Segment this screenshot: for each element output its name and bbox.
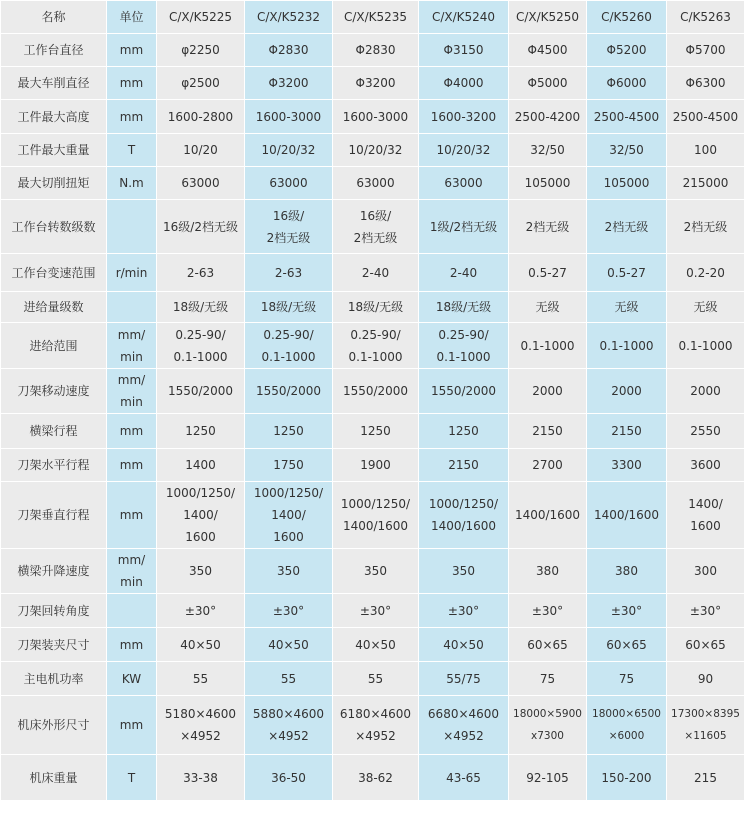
value-cell: 1400: [157, 449, 245, 482]
table-row: [1, 482, 744, 549]
unit-cell: [107, 292, 157, 323]
unit-cell: mm: [107, 100, 157, 134]
value-cell: 350: [245, 549, 333, 594]
row-label-cell: 工件最大高度: [1, 100, 107, 134]
value-cell: 1400/1600: [509, 482, 587, 549]
row-label-cell: 进给范围: [1, 323, 107, 369]
value-cell: Φ2830: [333, 34, 419, 67]
value-cell: 380: [587, 549, 667, 594]
value-cell: 0.5-27: [587, 254, 667, 292]
value-cell: 2500-4500: [587, 100, 667, 134]
value-cell: 105000: [587, 167, 667, 200]
value-cell: 1250: [157, 414, 245, 449]
value-cell: 40×50: [419, 628, 509, 662]
value-cell: 2档无级: [509, 200, 587, 254]
value-cell: 63000: [333, 167, 419, 200]
value-cell: ±30°: [419, 594, 509, 628]
value-cell: ±30°: [245, 594, 333, 628]
value-cell: 2150: [419, 449, 509, 482]
header-cell: C/X/K5232: [245, 1, 333, 34]
value-cell: 2档无级: [667, 200, 744, 254]
value-cell: 1550/2000: [245, 369, 333, 414]
value-cell: 60×65: [587, 628, 667, 662]
value-cell: Φ6000: [587, 67, 667, 100]
value-cell: 1550/2000: [333, 369, 419, 414]
value-cell: 5180×4600 ×4952: [157, 696, 245, 755]
value-cell: 55: [157, 662, 245, 696]
value-cell: 3600: [667, 449, 744, 482]
value-cell: Φ3150: [419, 34, 509, 67]
row-label-cell: 工件最大重量: [1, 134, 107, 167]
table-row: [1, 662, 744, 696]
value-cell: 无级: [587, 292, 667, 323]
value-cell: 2-63: [157, 254, 245, 292]
value-cell: 0.1-1000: [509, 323, 587, 369]
row-label-cell: 最大车削直径: [1, 67, 107, 100]
value-cell: 55: [245, 662, 333, 696]
unit-cell: T: [107, 134, 157, 167]
value-cell: 1600-3000: [245, 100, 333, 134]
value-cell: 92-105: [509, 755, 587, 801]
row-label-cell: 进给量级数: [1, 292, 107, 323]
header-cell: C/X/K5250: [509, 1, 587, 34]
value-cell: 无级: [667, 292, 744, 323]
value-cell: 1750: [245, 449, 333, 482]
value-cell: 0.5-27: [509, 254, 587, 292]
value-cell: ±30°: [587, 594, 667, 628]
value-cell: 60×65: [509, 628, 587, 662]
value-cell: Φ3200: [333, 67, 419, 100]
value-cell: 2150: [587, 414, 667, 449]
unit-cell: mm: [107, 67, 157, 100]
value-cell: 1600-2800: [157, 100, 245, 134]
row-label-cell: 工作台直径: [1, 34, 107, 67]
value-cell: 2000: [667, 369, 744, 414]
value-cell: 150-200: [587, 755, 667, 801]
value-cell: 1250: [333, 414, 419, 449]
value-cell: 16级/ 2档无级: [333, 200, 419, 254]
value-cell: φ2250: [157, 34, 245, 67]
value-cell: 2000: [587, 369, 667, 414]
table-row: [1, 323, 744, 369]
unit-cell: mm/ min: [107, 369, 157, 414]
value-cell: 1400/1600: [587, 482, 667, 549]
value-cell: ±30°: [667, 594, 744, 628]
value-cell: 0.25-90/ 0.1-1000: [333, 323, 419, 369]
header-cell: C/K5260: [587, 1, 667, 34]
unit-cell: N.m: [107, 167, 157, 200]
value-cell: 300: [667, 549, 744, 594]
header-cell: 单位: [107, 1, 157, 34]
value-cell: 100: [667, 134, 744, 167]
value-cell: Φ2830: [245, 34, 333, 67]
unit-cell: T: [107, 755, 157, 801]
unit-cell: mm: [107, 628, 157, 662]
row-label-cell: 横梁行程: [1, 414, 107, 449]
header-cell: C/X/K5235: [333, 1, 419, 34]
value-cell: 10/20: [157, 134, 245, 167]
value-cell: ±30°: [333, 594, 419, 628]
value-cell: 36-50: [245, 755, 333, 801]
value-cell: 1级/2档无级: [419, 200, 509, 254]
value-cell: 18级/无级: [157, 292, 245, 323]
value-cell: 90: [667, 662, 744, 696]
unit-cell: KW: [107, 662, 157, 696]
table-row: [1, 549, 744, 594]
row-label-cell: 刀架水平行程: [1, 449, 107, 482]
table-row: [1, 200, 744, 254]
value-cell: Φ5700: [667, 34, 744, 67]
value-cell: 2-40: [419, 254, 509, 292]
row-label-cell: 最大切削扭矩: [1, 167, 107, 200]
value-cell: 63000: [245, 167, 333, 200]
value-cell: 1250: [245, 414, 333, 449]
value-cell: 16级/ 2档无级: [245, 200, 333, 254]
value-cell: 1400/ 1600: [667, 482, 744, 549]
value-cell: φ2500: [157, 67, 245, 100]
value-cell: 0.1-1000: [587, 323, 667, 369]
value-cell: 5880×4600 ×4952: [245, 696, 333, 755]
value-cell: 55/75: [419, 662, 509, 696]
table-row: [1, 34, 744, 67]
value-cell: 75: [587, 662, 667, 696]
value-cell: 1550/2000: [419, 369, 509, 414]
value-cell: 10/20/32: [333, 134, 419, 167]
row-label-cell: 工作台转数级数: [1, 200, 107, 254]
row-label-cell: 机床重量: [1, 755, 107, 801]
value-cell: 0.2-20: [667, 254, 744, 292]
value-cell: 1900: [333, 449, 419, 482]
value-cell: 1600-3000: [333, 100, 419, 134]
row-label-cell: 刀架垂直行程: [1, 482, 107, 549]
value-cell: 1000/1250/ 1400/1600: [333, 482, 419, 549]
value-cell: ±30°: [509, 594, 587, 628]
header-cell: 名称: [1, 1, 107, 34]
header-cell: C/X/K5225: [157, 1, 245, 34]
value-cell: Φ6300: [667, 67, 744, 100]
unit-cell: r/min: [107, 254, 157, 292]
value-cell: 75: [509, 662, 587, 696]
value-cell: 105000: [509, 167, 587, 200]
unit-cell: [107, 200, 157, 254]
value-cell: 33-38: [157, 755, 245, 801]
value-cell: 40×50: [333, 628, 419, 662]
value-cell: ±30°: [157, 594, 245, 628]
table-row: [1, 254, 744, 292]
table-row: [1, 628, 744, 662]
value-cell: 2700: [509, 449, 587, 482]
table-row: [1, 167, 744, 200]
value-cell: 215: [667, 755, 744, 801]
value-cell: 0.25-90/ 0.1-1000: [245, 323, 333, 369]
unit-cell: mm/ min: [107, 549, 157, 594]
value-cell: 55: [333, 662, 419, 696]
unit-cell: [107, 594, 157, 628]
value-cell: 2550: [667, 414, 744, 449]
value-cell: 40×50: [245, 628, 333, 662]
value-cell: 1000/1250/ 1400/ 1600: [245, 482, 333, 549]
value-cell: 1250: [419, 414, 509, 449]
row-label-cell: 刀架回转角度: [1, 594, 107, 628]
value-cell: 1000/1250/ 1400/ 1600: [157, 482, 245, 549]
value-cell: 18级/无级: [245, 292, 333, 323]
value-cell: 40×50: [157, 628, 245, 662]
value-cell: 350: [333, 549, 419, 594]
table-row: [1, 134, 744, 167]
table-row: [1, 369, 744, 414]
table-row: [1, 292, 744, 323]
row-label-cell: 机床外形尺寸: [1, 696, 107, 755]
table-row: [1, 100, 744, 134]
unit-cell: mm: [107, 482, 157, 549]
value-cell: 18级/无级: [419, 292, 509, 323]
value-cell: 3300: [587, 449, 667, 482]
value-cell: 0.25-90/ 0.1-1000: [157, 323, 245, 369]
unit-cell: mm: [107, 449, 157, 482]
value-cell: 6680×4600 ×4952: [419, 696, 509, 755]
header-cell: C/X/K5240: [419, 1, 509, 34]
value-cell: 32/50: [587, 134, 667, 167]
value-cell: 63000: [419, 167, 509, 200]
unit-cell: mm: [107, 696, 157, 755]
value-cell: 2-40: [333, 254, 419, 292]
value-cell: 16级/2档无级: [157, 200, 245, 254]
row-label-cell: 工作台变速范围: [1, 254, 107, 292]
table-row: [1, 67, 744, 100]
value-cell: 60×65: [667, 628, 744, 662]
value-cell: 17300×8395 ×11605: [667, 696, 744, 755]
value-cell: 1600-3200: [419, 100, 509, 134]
value-cell: 32/50: [509, 134, 587, 167]
value-cell: 2500-4200: [509, 100, 587, 134]
value-cell: 无级: [509, 292, 587, 323]
table-row: [1, 696, 744, 755]
value-cell: 380: [509, 549, 587, 594]
row-label-cell: 刀架装夹尺寸: [1, 628, 107, 662]
value-cell: Φ5200: [587, 34, 667, 67]
value-cell: 10/20/32: [419, 134, 509, 167]
value-cell: 2-63: [245, 254, 333, 292]
unit-cell: mm: [107, 34, 157, 67]
row-label-cell: 横梁升降速度: [1, 549, 107, 594]
row-label-cell: 主电机功率: [1, 662, 107, 696]
value-cell: 2150: [509, 414, 587, 449]
table-row: [1, 449, 744, 482]
value-cell: Φ4500: [509, 34, 587, 67]
unit-cell: mm/ min: [107, 323, 157, 369]
value-cell: 2500-4500: [667, 100, 744, 134]
value-cell: 350: [157, 549, 245, 594]
value-cell: 10/20/32: [245, 134, 333, 167]
value-cell: 1550/2000: [157, 369, 245, 414]
value-cell: 0.25-90/ 0.1-1000: [419, 323, 509, 369]
table-row: [1, 414, 744, 449]
value-cell: 215000: [667, 167, 744, 200]
header-row: [1, 1, 744, 34]
row-label-cell: 刀架移动速度: [1, 369, 107, 414]
table-row: [1, 594, 744, 628]
value-cell: Φ4000: [419, 67, 509, 100]
value-cell: 1000/1250/ 1400/1600: [419, 482, 509, 549]
value-cell: 43-65: [419, 755, 509, 801]
value-cell: 18000×6500 ×6000: [587, 696, 667, 755]
value-cell: 18级/无级: [333, 292, 419, 323]
value-cell: Φ3200: [245, 67, 333, 100]
value-cell: 2档无级: [587, 200, 667, 254]
value-cell: 63000: [157, 167, 245, 200]
table-row: [1, 755, 744, 801]
value-cell: 0.1-1000: [667, 323, 744, 369]
value-cell: Φ5000: [509, 67, 587, 100]
value-cell: 38-62: [333, 755, 419, 801]
unit-cell: mm: [107, 414, 157, 449]
value-cell: 6180×4600 ×4952: [333, 696, 419, 755]
value-cell: 2000: [509, 369, 587, 414]
value-cell: 350: [419, 549, 509, 594]
header-cell: C/K5263: [667, 1, 744, 34]
value-cell: 18000×5900 x7300: [509, 696, 587, 755]
spec-table-body: [1, 1, 744, 801]
